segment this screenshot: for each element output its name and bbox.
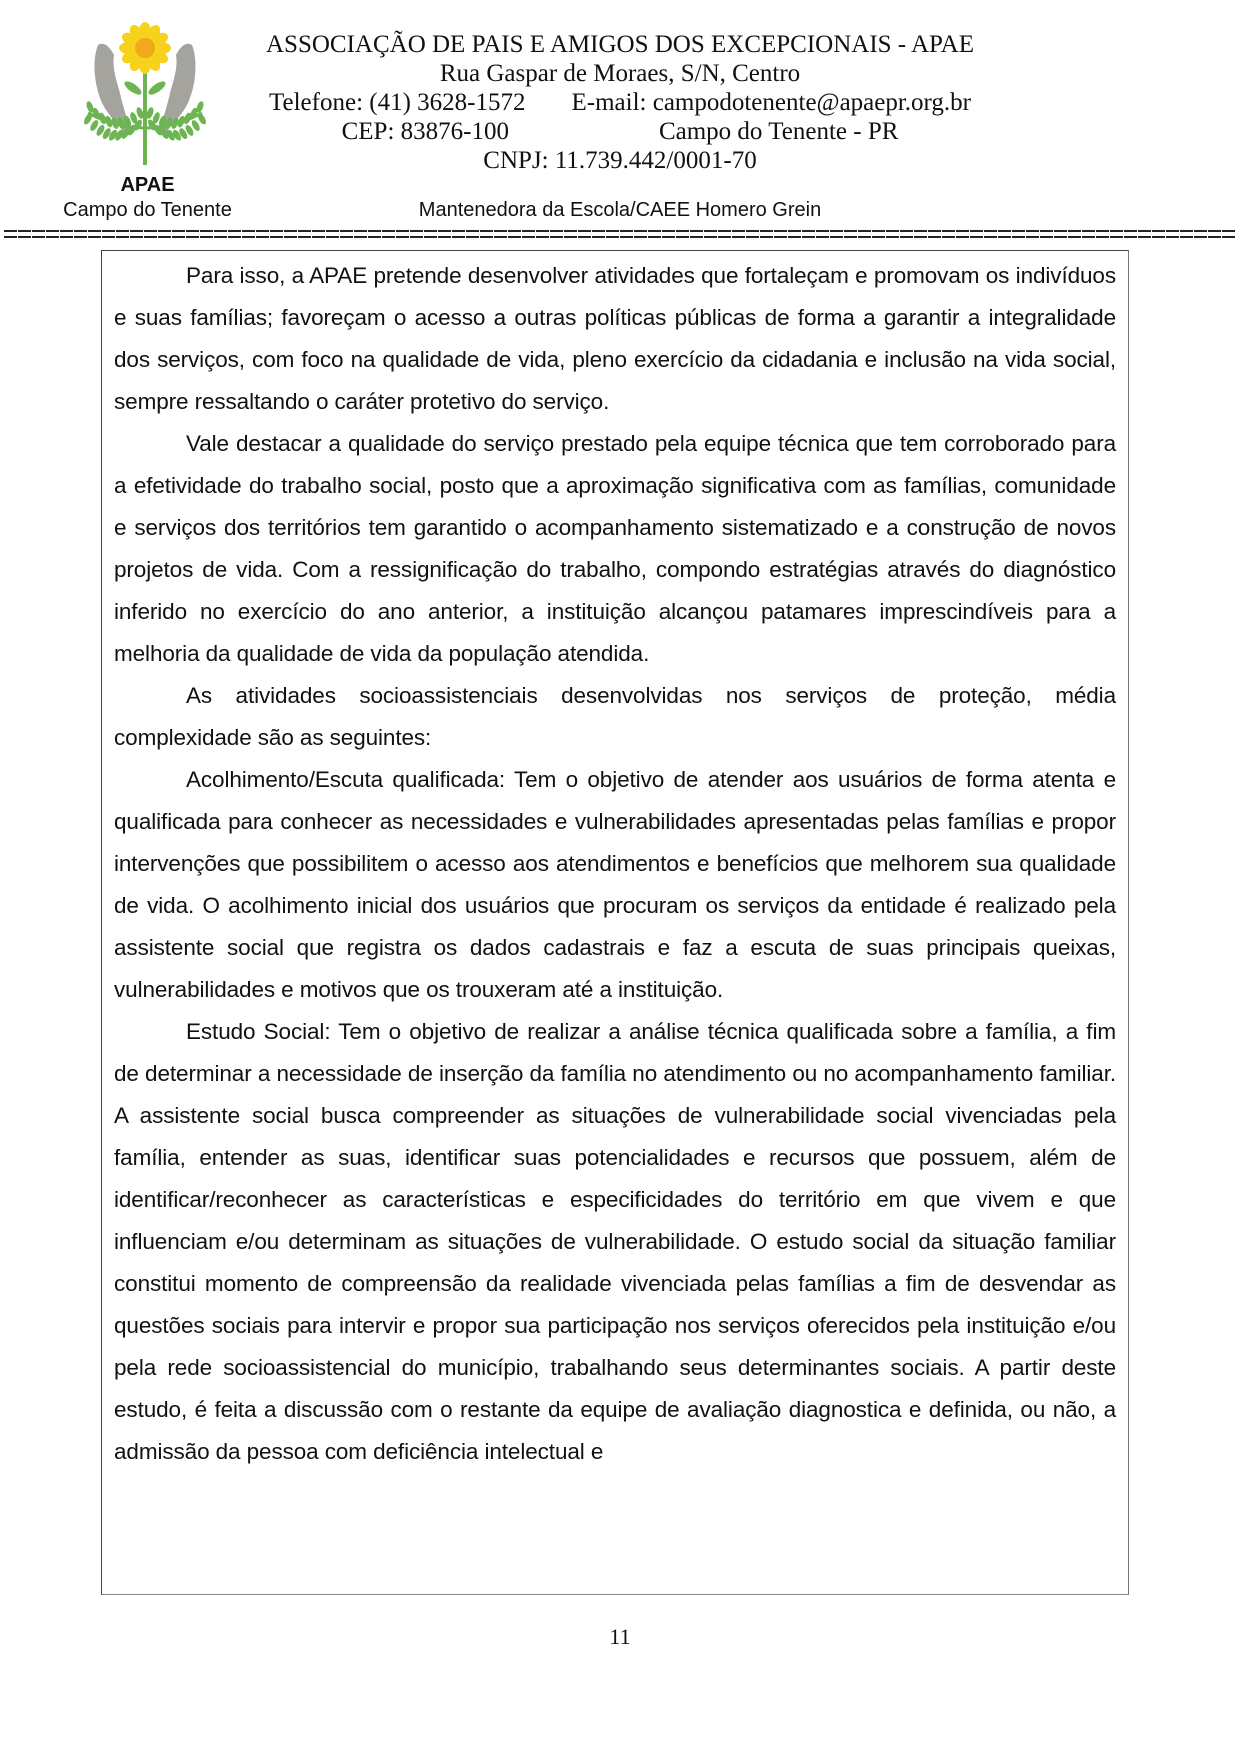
apae-logo-icon [80, 15, 210, 165]
paragraph: Estudo Social: Tem o objetivo de realizar a análise técnica qualificada sobre a família, a fim de determinar a necessidade de inserção da família no atendimento ou no acompanhamento familiar. A assistente social busca compreender as situações de vulnerabilidade social vivenciadas pela família, entender as suas, identificar suas potencialidades e recursos que possuem, além de identificar/reconhecer as características e especificidades do território em que vivem e que influenciam e/ou determinam as situações de vulnerabilidade. O estudo social da situação familiar constitui momento de compreensão da realidade vivenciada pelas famílias a fim de desvendar as questões sociais para intervir e propor sua participação nos serviços oferecidos pela instituição e/ou pela rede socioassistencial do município, trabalhando seus determinantes sociais. A partir deste estudo, é feita a discussão com o restante da equipe de avaliação diagnostica e definida, ou não, a admissão da pessoa com deficiência intelectual e [114, 1019, 1116, 1464]
postal-line [240, 117, 1000, 146]
paragraph: As atividades socioassistenciais desenvolvidas nos serviços de proteção, média complexidade são as seguintes: [114, 683, 1116, 750]
body-text [114, 255, 1116, 1473]
paragraph: Acolhimento/Escuta qualificada: Tem o objetivo de atender aos usuários de forma atenta e qualificada para conhecer as necessidades e vulnerabilidades apresentadas pelas famílias e propor intervenções que possibilitem o acesso aos atendimentos e benefícios que melhorem sua qualidade de vida. O acolhimento inicial dos usuários que procuram os serviços da entidade é realizado pela assistente social que registra os dados cadastrais e faz a escuta de suas principais queixas, vulnerabilidades e motivos que os trouxeram até a instituição. [114, 767, 1116, 1002]
phone-number: Telefone: (41) 3628-1572 [268, 89, 526, 116]
contact-line [240, 88, 1000, 117]
email-address: E-mail: campodotenente@apaepr.org.br [571, 89, 971, 116]
maintainer-line: Mantenedora da Escola/CAEE Homero Grein [418, 199, 822, 221]
header-separator [4, 227, 1236, 241]
paragraph: Para isso, a APAE pretende desenvolver atividades que fortaleçam e promovam os indivíduos e suas famílias; favoreçam o acesso a outras políticas públicas de forma a garantir a integralidade dos serviços, com foco na qualidade de vida, pleno exercício da cidadania e inclusão na vida social, sempre ressaltando o caráter protetivo do serviço. [114, 263, 1116, 414]
organization-title: ASSOCIAÇÃO DE PAIS E AMIGOS DOS EXCEPCIONAIS - APAE [266, 31, 974, 58]
logo-subtitle: Campo do Tenente [63, 199, 232, 221]
content-box [101, 250, 1129, 1595]
cnpj-number: CNPJ: 11.739.442/0001-70 [483, 147, 757, 174]
organization-address: Rua Gaspar de Moraes, S/N, Centro [439, 60, 801, 87]
city-state: Campo do Tenente - PR [658, 118, 899, 145]
logo-title: APAE [120, 174, 175, 196]
page-number: 11 [609, 1624, 631, 1649]
postal-code: CEP: 83876-100 [341, 118, 509, 145]
paragraph: Vale destacar a qualidade do serviço prestado pela equipe técnica que tem corroborado para a efetividade do trabalho social, posto que a aproximação significativa com as famílias, comunidade e serviços dos territórios tem garantido o acompanhamento sistematizado e a construção de novos projetos de vida. Com a ressignificação do trabalho, compondo estratégias através do diagnóstico inferido no exercício do ano anterior, a instituição alcançou patamares imprescindíveis para a melhoria da qualidade de vida da população atendida. [114, 431, 1116, 666]
